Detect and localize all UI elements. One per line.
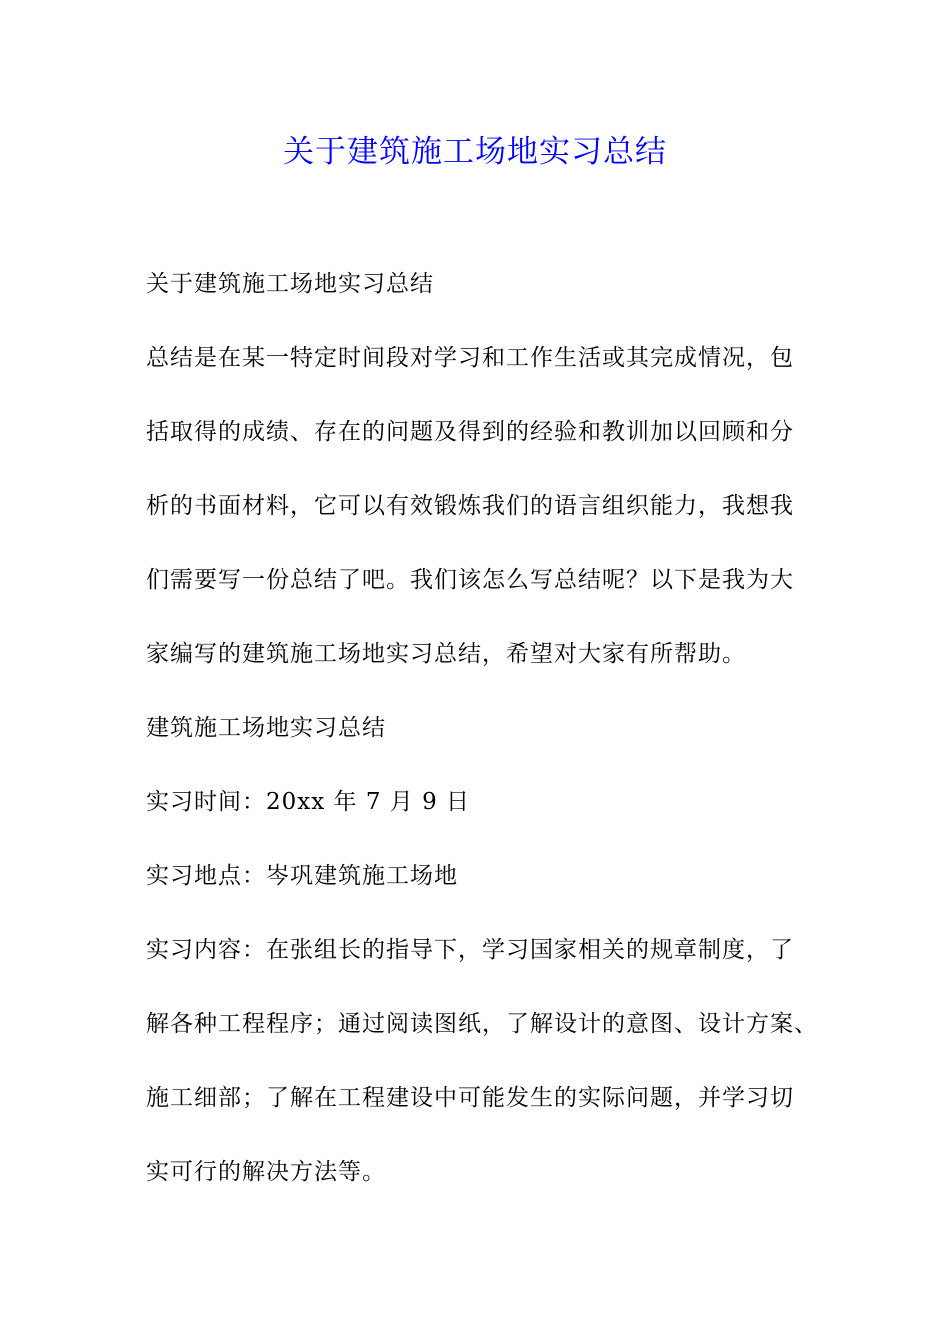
body-line: 括取得的成绩、存在的问题及得到的经验和教训加以回顾和分 xyxy=(146,419,794,445)
document-body xyxy=(146,264,818,1226)
body-line: 施工细部；了解在工程建设中可能发生的实际问题，并学习切 xyxy=(146,1085,794,1111)
document-title: 关于建筑施工场地实习总结 xyxy=(283,134,667,170)
body-line: 总结是在某一特定时间段对学习和工作生活或其完成情况，包 xyxy=(146,345,794,371)
body-line: 家编写的建筑施工场地实习总结，希望对大家有所帮助。 xyxy=(146,641,746,667)
body-line: 们需要写一份总结了吧。我们该怎么写总结呢？以下是我为大 xyxy=(146,567,794,593)
body-line-heading: 关于建筑施工场地实习总结 xyxy=(146,271,434,297)
internship-content: 实习内容：在张组长的指导下，学习国家相关的规章制度，了 xyxy=(146,937,794,963)
internship-location: 实习地点：岑巩建筑施工场地 xyxy=(146,863,458,889)
internship-time: 实习时间：20xx 年 7 月 9 日 xyxy=(146,789,471,815)
body-line: 解各种工程程序；通过阅读图纸，了解设计的意图、设计方案、 xyxy=(146,1011,818,1037)
body-line: 析的书面材料，它可以有效锻炼我们的语言组织能力，我想我 xyxy=(146,493,794,519)
body-line: 实可行的解决方法等。 xyxy=(146,1159,386,1185)
section-heading: 建筑施工场地实习总结 xyxy=(146,715,386,741)
